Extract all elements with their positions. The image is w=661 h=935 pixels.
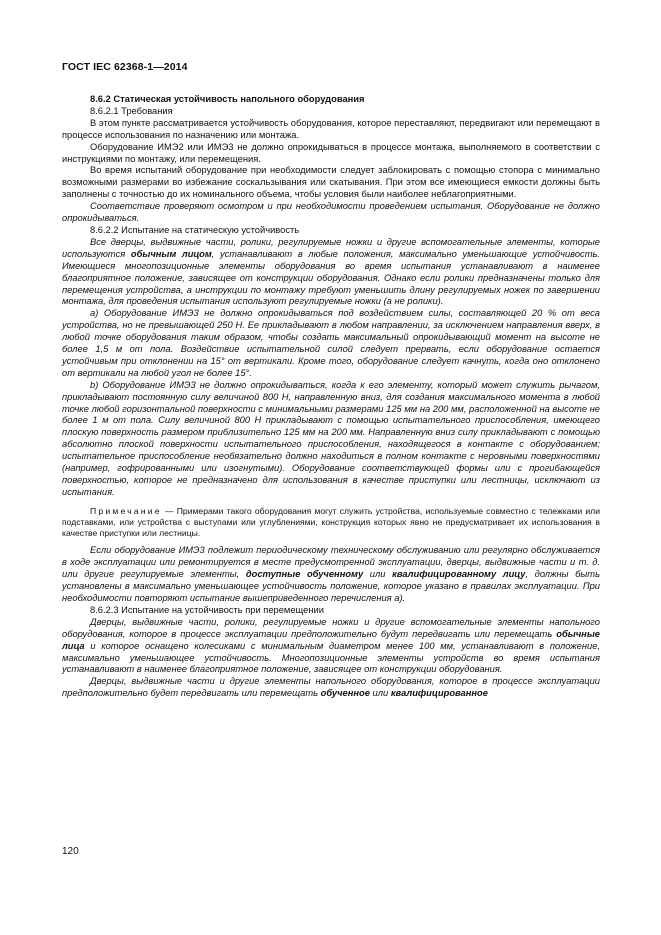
defined-term: обученное (320, 688, 370, 699)
text-run: , должны быть установлены в максимально уменьшающее устойчивость положение, которое указано в правилах эксплуатации. При необходимости повторяют испытание вышеприведенного перечисления а). (62, 569, 600, 604)
defined-term: квалифицированное (390, 688, 488, 699)
note (62, 506, 600, 540)
section-heading: 8.6.2 Статическая устойчивость напольного оборудования (90, 94, 365, 104)
paragraph: Во время испытаний оборудование при необходимости следует заблокировать с помощью стопора с минимально возможными размерами во избежание соскальзывания или скатывания. При этом все имеющиеся емкости должны быть заполнены с точностью до их номинального объема, чтобы условия были наиболее неблагоприятными. (62, 165, 600, 200)
paragraph (62, 676, 600, 700)
page-content (62, 94, 600, 700)
text-run: Дверцы, выдвижные части, ролики, регулируемые ножки и другие вспомогательные элементы напольного оборудования, которое в процессе эксплуатации предположительно будут передвигать или перемещать (62, 616, 600, 639)
list-item-b: b) Оборудование ИМЭ3 не должно опрокидываться, когда к его элементу, который может служить рычагом, прикладывают постоянную силу величиной 800 Н, направленную вниз, для создания максимального момента в любой точке любой горизонтальной поверхности с минимальными размерами 125 мм на 200 мм, расположенной на высоте не более 1 м от пола. Силу величиной 800 Н прикладывают с помощью испытательного приспособления, имеющего плоскую поверхность размером приблизительно 125 мм на 200 мм. Направленную вниз силу прикладывают с помощью абсолютно плоской поверхности испытательного приспособления, находящегося в контакте с оборудованием; испытательное приспособление необязательно должно находиться в полном контакте с неровными поверхностями (например, гофрированными или изогнутыми). Оборудование соответствующей формы или с прогибающейся поверхностью, которое не предназначено для использования в качестве приступки или лестницы, исключают из испытания. (62, 379, 600, 497)
subsection-heading: 8.6.2.3 Испытание на устойчивость при перемещении (90, 604, 324, 615)
subsection-heading: 8.6.2.2 Испытание на статическую устойчивость (90, 224, 300, 235)
text-run: Если оборудование ИМЭ3 подлежит периодическому техническому обслуживанию или регулярно обслуживается в ходе эксплуатации или ремонтируется в месте предусмотренной эксплуатации, дверцы, выдвижные части и т. д. или другие регулируемые элементы, (62, 545, 600, 580)
defined-term: обычным лицом (130, 248, 212, 259)
document-header: ГОСТ IEC 62368-1—2014 (62, 61, 188, 73)
note-label: Примечание (90, 505, 162, 516)
compliance-paragraph: Соответствие проверяют осмотром и при необходимости проведением испытания. Оборудование не должно опрокидываться. (62, 201, 600, 224)
text-run: или (363, 569, 393, 580)
paragraph: В этом пункте рассматривается устойчивость оборудования, которое переставляют, передвигают или перемещают в процессе использования по назначению или монтажа. (62, 117, 600, 140)
paragraph (62, 237, 600, 308)
note-text: — Примерами такого оборудования могут служить устройства, используемые совместно с тележками или подставками, или устройства с выступами или углублениями, конструкция которых явно не предусматривает их использования в качестве приступки или лестницы. (62, 505, 600, 539)
text-run: и которое оснащено колесиками с минимальным диаметром менее 100 мм, устанавливают в положение, максимально уменьшающее устойчивость. Многопозиционные элементы устройств во время испытания устанавливают в наименее благоприятное положение, зависящее от конструкции оборудования. (62, 640, 600, 675)
list-item-a: a) Оборудование ИМЭ3 не должно опрокидываться под воздействием силы, составляющей 20 % от веса устройства, но не превышающей 250 Н. Ее прикладывают в любом направлении, за исключением направления вверх, в любой точке оборудования таким образом, чтобы создать максимальный опрокидывающий момент на высоте не более 1,5 м от пола. Воздействие испытательной силой следует прервать, если оборудование остается устойчивым при отклонении на 15° от вертикали. Кроме того, оборудование следует качнуть, когда оно отклонено от вертикали на любой угол не более 15°. (62, 308, 600, 378)
defined-term: обычные лица (62, 628, 600, 651)
paragraph (62, 617, 600, 677)
text-run: или (369, 688, 391, 699)
text-run: , устанавливают в любые положения, максимально уменьшающие устойчивость. Имеющиеся многопозиционные элементы оборудования во время испытания устанавливают в наименее благоприятное положение, зависящее от конструкции оборудования. Однако если ролики предназначены только для перемещения устройства, а инструкции по монтажу требуют уменьшить длину регулируемых ножек по завершении монтажа, для проведения испытания используют регулируемые ножки (а не ролики). (62, 248, 600, 307)
paragraph (62, 545, 600, 605)
defined-term: квалифицированному лицу (392, 569, 526, 580)
defined-term: доступные обученному (245, 569, 364, 580)
paragraph: Оборудование ИМЭ2 или ИМЭ3 не должно опрокидываться в процессе монтажа, выполняемого в соответствии с инструкциями по монтажу, или перемещения. (62, 141, 600, 164)
text-run: Все дверцы, выдвижные части, ролики, регулируемые ножки и другие вспомогательные элементы, которые используются (62, 236, 600, 259)
text-run: Дверцы, выдвижные части и другие элементы напольного оборудования, которое в процессе эксплуатации предположительно будет передвигать или перемещать (62, 676, 600, 699)
subsection-heading: 8.6.2.1 Требования (90, 105, 173, 116)
page-number: 120 (62, 846, 79, 857)
